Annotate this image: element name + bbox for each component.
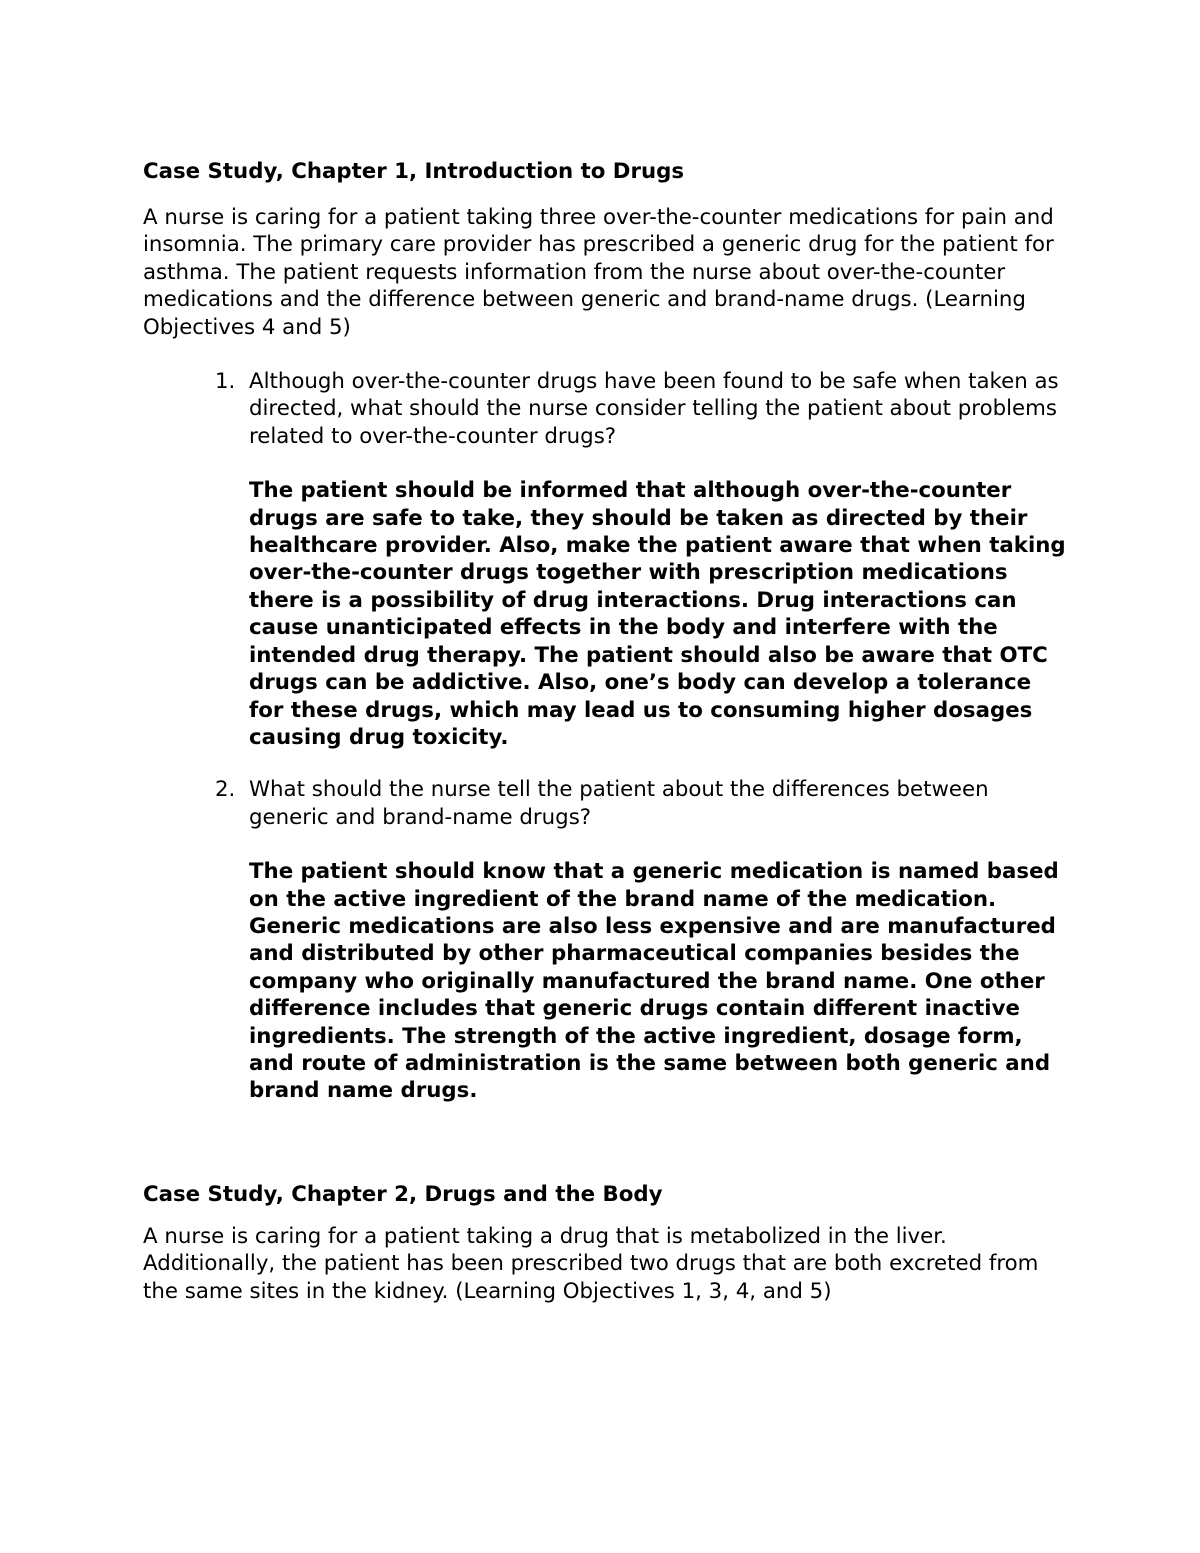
document-page bbox=[143, 158, 1073, 1305]
list-number: 1. bbox=[215, 369, 236, 395]
section1-heading: Case Study, Chapter 1, Introduction to Drugs bbox=[143, 159, 685, 184]
question-list bbox=[143, 368, 1073, 1105]
list-item bbox=[143, 776, 1069, 1104]
section2-intro: A nurse is caring for a patient taking a drug that is metabolized in the liver. Additionally, the patient has been prescribed two drugs that are both excreted from the same sites in the kidney. (Learning Objectives 1, 3, 4, and 5) bbox=[143, 1223, 1039, 1304]
section1-intro: A nurse is caring for a patient taking three over-the-counter medications for pain and insomnia. The primary care provider has prescribed a generic drug for the patient for asthma. The patient requests information from the nurse about over-the-counter medications and the difference between generic and brand-name drugs. (Learning Objectives 4 and 5) bbox=[143, 205, 1054, 340]
list-item bbox=[143, 368, 1069, 751]
list-number: 2. bbox=[215, 777, 236, 803]
question-text: What should the nurse tell the patient about the differences between generic and brand-name drugs? bbox=[249, 777, 989, 830]
question-text: Although over-the-counter drugs have been found to be safe when taken as directed, what should the nurse consider telling the patient about problems related to over-the-counter drugs? bbox=[249, 369, 1059, 449]
answer-text: The patient should know that a generic medication is named based on the active ingredient of the brand name of the medication. Generic medications are also less expensive and are manufactured and distributed by other pharmaceutical companies besides the company who originally manufactured the brand name. One other difference includes that generic drugs contain different inactive ingredients. The strength of the active ingredient, dosage form, and route of administration is the same between both generic and brand name drugs. bbox=[249, 859, 1059, 1104]
answer-text: The patient should be informed that although over-the-counter drugs are safe to take, they should be taken as directed by their healthcare provider. Also, make the patient aware that when taking over-the-counter drugs together with prescription medications there is a possibility of drug interactions. Drug interactions can cause unanticipated effects in the body and interfere with the intended drug therapy. The patient should also be aware that OTC drugs can be addictive. Also, one’s body can develop a tolerance for these drugs, which may lead us to consuming higher dosages causing drug toxicity. bbox=[249, 478, 1066, 750]
section2-heading: Case Study, Chapter 2, Drugs and the Body bbox=[143, 1181, 663, 1207]
